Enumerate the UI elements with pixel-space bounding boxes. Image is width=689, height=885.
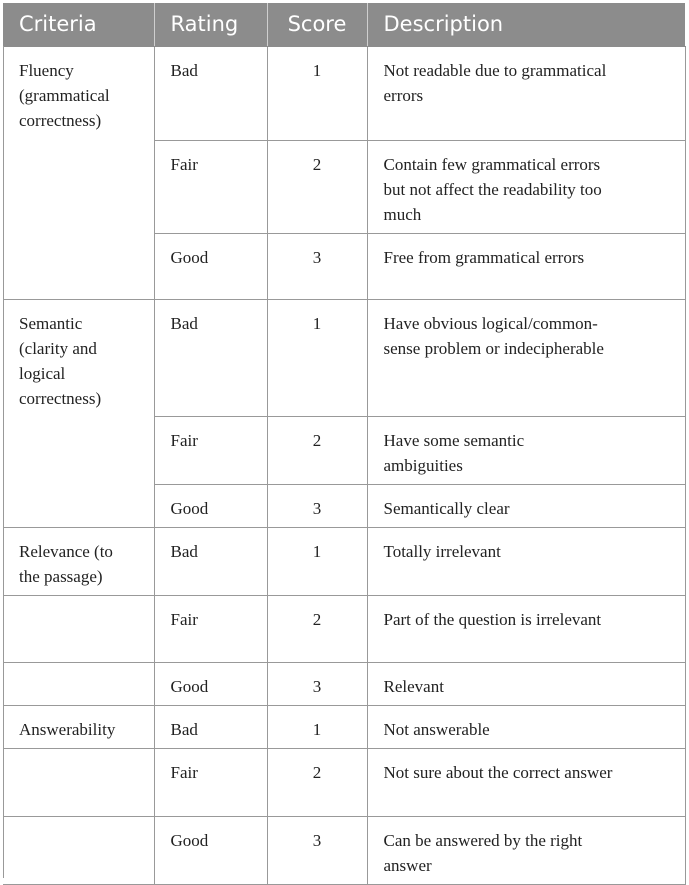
header-criteria: Criteria [3, 3, 154, 46]
score-cell: 1 [267, 705, 367, 748]
criteria-cell-empty [3, 662, 154, 705]
header-description: Description [367, 3, 685, 46]
rating-cell: Fair [154, 416, 267, 484]
description-cell: Have obvious logical/common-sense problem or indecipherable [367, 299, 685, 416]
description-cell: Part of the question is irrelevant [367, 595, 685, 662]
rating-cell: Good [154, 484, 267, 527]
score-cell: 1 [267, 46, 367, 140]
rating-cell: Fair [154, 595, 267, 662]
table-row [3, 299, 685, 416]
table-row [3, 748, 685, 816]
description-cell: Relevant [367, 662, 685, 705]
score-cell: 3 [267, 484, 367, 527]
score-cell: 2 [267, 140, 367, 233]
description-cell: Can be answered by the right answer [367, 816, 685, 884]
criteria-cell-empty [3, 816, 154, 884]
criteria-cell: Semantic (clarity and logical correctness) [3, 299, 154, 527]
criteria-cell: Fluency (grammatical correctness) [3, 46, 154, 299]
table-row [3, 595, 685, 662]
description-cell: Not sure about the correct answer [367, 748, 685, 816]
description-cell: Totally irrelevant [367, 527, 685, 595]
score-cell: 1 [267, 299, 367, 416]
rating-cell: Fair [154, 748, 267, 816]
description-cell: Contain few grammatical errors but not affect the readability too much [367, 140, 685, 233]
criteria-cell-empty [3, 748, 154, 816]
criteria-cell: Relevance (to the passage) [3, 527, 154, 595]
table-row [3, 816, 685, 884]
description-cell: Not answerable [367, 705, 685, 748]
score-cell: 1 [267, 527, 367, 595]
description-cell: Semantically clear [367, 484, 685, 527]
criteria-cell: Answerability [3, 705, 154, 748]
evaluation-criteria-table [3, 3, 686, 885]
rating-cell: Bad [154, 527, 267, 595]
criteria-cell-empty [3, 595, 154, 662]
score-cell: 3 [267, 233, 367, 299]
description-cell: Have some semantic ambiguities [367, 416, 685, 484]
rating-cell: Good [154, 662, 267, 705]
table-row [3, 705, 685, 748]
rating-cell: Good [154, 233, 267, 299]
header-score: Score [267, 3, 367, 46]
rating-cell: Bad [154, 46, 267, 140]
score-cell: 2 [267, 748, 367, 816]
table-row [3, 46, 685, 140]
score-cell: 2 [267, 595, 367, 662]
description-cell: Not readable due to grammatical errors [367, 46, 685, 140]
table-header-row [3, 3, 685, 46]
table-row [3, 527, 685, 595]
rating-cell: Bad [154, 299, 267, 416]
score-cell: 2 [267, 416, 367, 484]
rating-cell: Fair [154, 140, 267, 233]
description-cell: Free from grammatical errors [367, 233, 685, 299]
score-cell: 3 [267, 662, 367, 705]
rating-cell: Bad [154, 705, 267, 748]
table-left-border [3, 46, 4, 878]
header-rating: Rating [154, 3, 267, 46]
table-row [3, 662, 685, 705]
rating-cell: Good [154, 816, 267, 884]
score-cell: 3 [267, 816, 367, 884]
